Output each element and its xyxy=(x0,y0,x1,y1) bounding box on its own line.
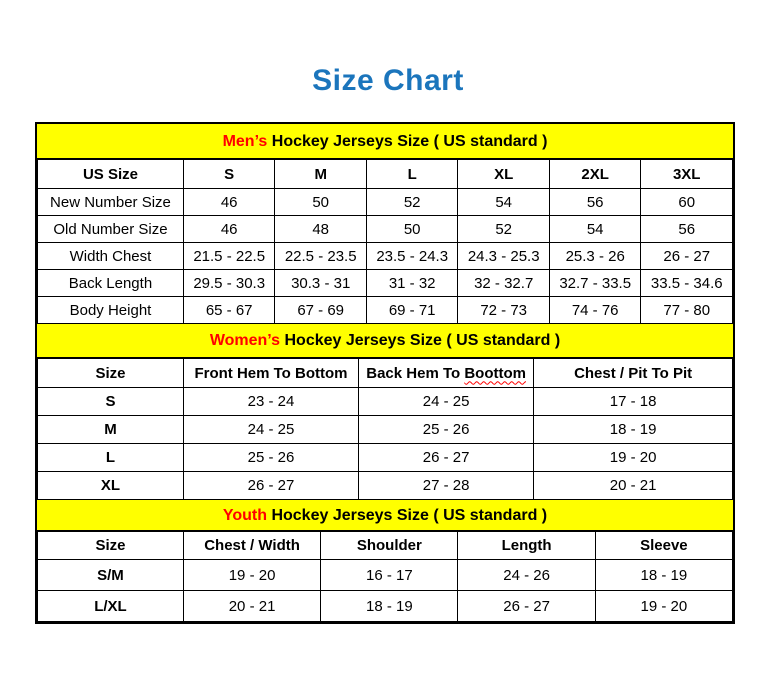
size-value-cell: 21.5 - 22.5 xyxy=(183,243,275,270)
size-value-cell: 67 - 69 xyxy=(275,297,367,324)
column-header: M xyxy=(275,160,367,189)
size-value-cell: 54 xyxy=(458,189,550,216)
size-value-cell: 60 xyxy=(641,189,733,216)
size-value-cell: 48 xyxy=(275,216,367,243)
row-label: XL xyxy=(38,472,184,500)
table-row xyxy=(38,388,733,416)
size-value-cell: 27 - 28 xyxy=(359,472,534,500)
size-value-cell: 32 - 32.7 xyxy=(458,270,550,297)
size-value-cell: 18 - 19 xyxy=(534,416,733,444)
size-value-cell: 25 - 26 xyxy=(359,416,534,444)
size-value-cell: 17 - 18 xyxy=(534,388,733,416)
size-value-cell: 19 - 20 xyxy=(183,560,320,591)
size-value-cell: 32.7 - 33.5 xyxy=(549,270,641,297)
size-value-cell: 33.5 - 34.6 xyxy=(641,270,733,297)
size-value-cell: 77 - 80 xyxy=(641,297,733,324)
row-label: Body Height xyxy=(38,297,184,324)
column-header: L xyxy=(366,160,458,189)
size-value-cell: 52 xyxy=(458,216,550,243)
size-value-cell: 29.5 - 30.3 xyxy=(183,270,275,297)
column-header: Size xyxy=(38,532,184,560)
table-row xyxy=(38,297,733,324)
size-value-cell: 24 - 26 xyxy=(458,560,595,591)
size-value-cell: 26 - 27 xyxy=(458,591,595,622)
header-row xyxy=(38,359,733,388)
table-row xyxy=(38,560,733,591)
size-value-cell: 46 xyxy=(183,189,275,216)
table-row xyxy=(38,189,733,216)
column-header: Chest / Width xyxy=(183,532,320,560)
size-value-cell: 16 - 17 xyxy=(321,560,458,591)
table-row xyxy=(38,591,733,622)
row-label: M xyxy=(38,416,184,444)
column-header: Sleeve xyxy=(595,532,732,560)
size-value-cell: 23 - 24 xyxy=(183,388,358,416)
section-heading-accent: Men’s xyxy=(222,133,268,150)
size-value-cell: 24.3 - 25.3 xyxy=(458,243,550,270)
column-header: Front Hem To Bottom xyxy=(183,359,358,388)
size-value-cell: 26 - 27 xyxy=(359,444,534,472)
size-value-cell: 26 - 27 xyxy=(641,243,733,270)
section-heading-accent: Youth xyxy=(222,507,267,524)
row-label: Back Length xyxy=(38,270,184,297)
size-value-cell: 18 - 19 xyxy=(321,591,458,622)
column-header: 2XL xyxy=(549,160,641,189)
size-value-cell: 24 - 25 xyxy=(183,416,358,444)
table-row xyxy=(38,270,733,297)
table-row xyxy=(38,216,733,243)
header-row xyxy=(38,532,733,560)
row-label: Old Number Size xyxy=(38,216,184,243)
row-label: L/XL xyxy=(38,591,184,622)
table-row xyxy=(38,444,733,472)
section-heading-womens: Women’s Hockey Jerseys Size ( US standard ) xyxy=(37,324,733,358)
size-value-cell: 26 - 27 xyxy=(183,472,358,500)
size-table-mens xyxy=(37,159,733,324)
size-value-cell: 50 xyxy=(366,216,458,243)
size-table-youth xyxy=(37,531,733,622)
size-value-cell: 25 - 26 xyxy=(183,444,358,472)
column-header: 3XL xyxy=(641,160,733,189)
size-table-womens xyxy=(37,358,733,500)
size-value-cell: 46 xyxy=(183,216,275,243)
column-header: Shoulder xyxy=(321,532,458,560)
size-value-cell: 52 xyxy=(366,189,458,216)
misspelled-word: Boottom xyxy=(464,364,526,382)
size-value-cell: 24 - 25 xyxy=(359,388,534,416)
size-value-cell: 74 - 76 xyxy=(549,297,641,324)
size-value-cell: 23.5 - 24.3 xyxy=(366,243,458,270)
table-row xyxy=(38,243,733,270)
size-value-cell: 69 - 71 xyxy=(366,297,458,324)
column-header: Size xyxy=(38,359,184,388)
section-heading-accent: Women’s xyxy=(209,332,281,349)
size-value-cell: 20 - 21 xyxy=(183,591,320,622)
row-label: Width Chest xyxy=(38,243,184,270)
size-value-cell: 50 xyxy=(275,189,367,216)
row-label: New Number Size xyxy=(38,189,184,216)
size-value-cell: 31 - 32 xyxy=(366,270,458,297)
header-row xyxy=(38,160,733,189)
table-row xyxy=(38,416,733,444)
size-value-cell: 65 - 67 xyxy=(183,297,275,324)
size-value-cell: 25.3 - 26 xyxy=(549,243,641,270)
size-tables xyxy=(35,122,735,624)
size-value-cell: 54 xyxy=(549,216,641,243)
section-heading-youth: Youth Hockey Jerseys Size ( US standard ) xyxy=(37,500,733,531)
table-row xyxy=(38,472,733,500)
column-header: Back Hem To Boottom xyxy=(359,359,534,388)
page-title: Size Chart xyxy=(312,64,464,97)
column-header: S xyxy=(183,160,275,189)
column-header: XL xyxy=(458,160,550,189)
size-value-cell: 19 - 20 xyxy=(534,444,733,472)
size-value-cell: 18 - 19 xyxy=(595,560,732,591)
row-label: S xyxy=(38,388,184,416)
size-value-cell: 72 - 73 xyxy=(458,297,550,324)
section-heading-mens: Men’s Hockey Jerseys Size ( US standard ) xyxy=(37,124,733,159)
column-header: US Size xyxy=(38,160,184,189)
column-header: Chest / Pit To Pit xyxy=(534,359,733,388)
column-header: Length xyxy=(458,532,595,560)
size-value-cell: 56 xyxy=(549,189,641,216)
row-label: S/M xyxy=(38,560,184,591)
size-value-cell: 20 - 21 xyxy=(534,472,733,500)
size-value-cell: 56 xyxy=(641,216,733,243)
size-value-cell: 22.5 - 23.5 xyxy=(275,243,367,270)
row-label: L xyxy=(38,444,184,472)
size-value-cell: 19 - 20 xyxy=(595,591,732,622)
size-value-cell: 30.3 - 31 xyxy=(275,270,367,297)
